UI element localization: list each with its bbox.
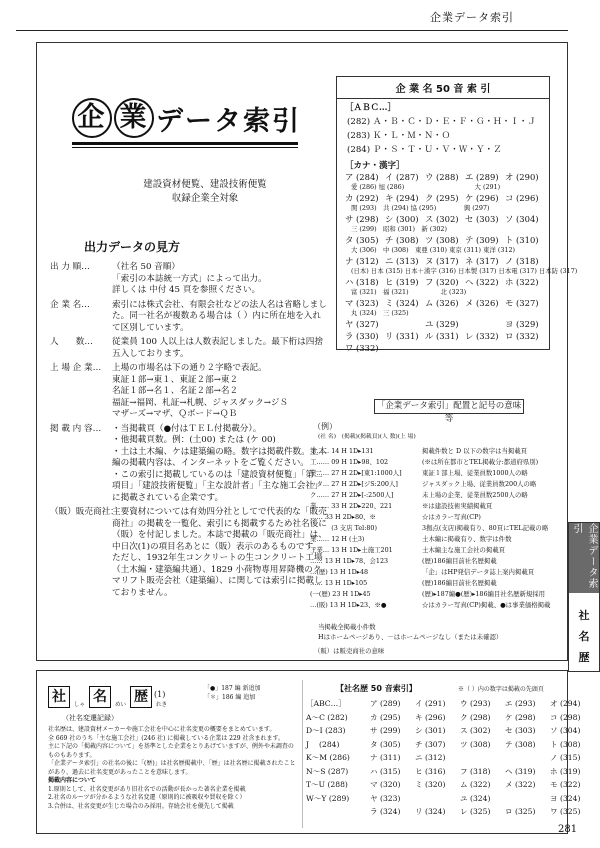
tab-char-1: 社 [578,609,590,622]
marks-example-label: （例） [313,422,337,431]
shamei-body-line: 掲載内容について [48,777,96,784]
shamei-kana-entry[interactable]: レ (325) [460,807,491,816]
kana-entry[interactable]: レ (332) [465,331,499,341]
kana-entry[interactable]: ア (284) [345,172,379,182]
mark-example-row: 業…… 12 H (土3) [310,535,365,543]
shamei-kana-entry[interactable]: ア (289) [370,699,401,708]
top-rule [16,30,568,31]
abc-line[interactable]: (282) Ａ・Ｂ・Ｃ・Ｄ・Ｅ・Ｆ・Ｇ・Ｈ・Ｉ・Ｊ [347,117,537,127]
mark-example-row: ク…… 27 H 2D▸[-:2500人] [310,491,394,499]
mark-description: 土木編に掲載有り、数字は件数 [422,535,512,543]
shamei-body-line: 3.合併は、社名変更が生じた場合のみ採用。存続会社を優先して掲載 [48,802,234,810]
index-heading: 企 業 名 50 音 索 引 [337,77,549,99]
kana-entry[interactable]: ユ (329) [425,319,459,329]
kana-entry[interactable]: ハ (318) [345,277,379,287]
shamei-kana-entry[interactable]: ノ (315) [550,753,581,762]
marks-column-heads: (社 名) (掲載)(掲載頁)(人 数)(上 場) [318,434,416,440]
running-head: 企業データ索引 [430,11,514,24]
mark-example-row: 工…… 09 H 1D▸98、102 [310,458,389,466]
shamei-kana-entry[interactable]: シ (301) [415,726,446,735]
kana-entry[interactable]: ネ (317) [465,256,499,266]
shamei-kana-entry[interactable]: ム (322) [460,780,491,789]
mark-example-row: (一(歴) 23 H 1D▸45 [310,590,371,598]
shamei-kana-grid [370,697,590,819]
kana-entry[interactable]: ラ (330) [345,331,379,341]
mark-description: (歴)▸187編●(歴)▸186編目社名歴新規採用 [422,590,546,598]
marks-rows [310,446,410,611]
shamei-kana-entry[interactable]: フ (318) [460,766,491,776]
tab-char-3: 歴 [578,651,590,664]
shamei-kana-entry[interactable]: ワ (325) [550,807,581,816]
kana-entry[interactable]: オ (290) [505,172,539,182]
title-circled-2: 業 [114,98,154,138]
mark-example-row: …(歴) 13 H 1D▸48 [310,568,369,576]
title-circled-1: 企 [72,98,112,138]
shamei-kana-entry[interactable]: ユ (324) [460,793,491,803]
kana-subentries: 丸 (324) 三 (325) [351,309,409,317]
definition-label: 企 業 名… [50,299,90,310]
shamei-mark-line: 「●」187 編 新追加 [204,685,261,692]
mark-description: ☆はカラー写真(CP) [422,513,481,521]
mark-example-row: 業…… 33 H 2D▸220、221 [310,502,393,510]
shamei-title [48,686,167,708]
kana-entry[interactable] [505,342,545,354]
definition-line: 索引には株式会社、有限会社などの法人名は省略しました。同一社名が複数ある場合は（ ）内に所在地を入れて区別しています。 [112,299,327,333]
mark-example-row: …… 13 H 1D▸105 [310,579,368,587]
shamei-kana-entry[interactable]: ク (298) [460,712,491,722]
shamei-char: 名 [89,686,111,708]
shamei-body-line: 2.社名のルーツが分かるような社名変遷（原則的に被吸収や買収を除く） [48,794,246,801]
definition-line: 詳しくは 中付 45 頁を参照ください。 [112,285,261,295]
subtitle-line: 収録企業全対象 [171,193,239,204]
shamei-body-line: 1.原則として、社名変更があり旧社名での活動が長かった著名企業を掲載 [48,785,246,793]
kana-entry[interactable]: ヨ (329) [505,319,539,329]
shamei-kana-entry[interactable]: ラ (324) [370,807,401,816]
kana-entry[interactable]: ソ (304) [505,214,539,224]
subtitle-line: 建設資材便覧、建設技術便覧 [143,179,267,190]
kana-entry[interactable]: チ (308) [385,235,419,245]
shamei-kana-entry[interactable]: サ (299) [370,726,401,735]
mark-description: ※は建設技術実績掲載頁 [422,502,493,510]
shamei-kana-entry[interactable] [415,792,460,806]
kana-entry[interactable]: マ (323) [345,298,379,308]
shamei-kana-row [370,778,590,792]
legend-line: 当掲載全掲載小件数 [318,623,376,631]
definition-body [112,300,328,335]
kana-entry[interactable] [385,318,425,330]
shamei-kana-entry[interactable] [505,751,550,765]
kana-row [345,234,545,246]
kana-entry[interactable]: ヌ (317) [425,256,459,266]
kana-entry[interactable]: シ (300) [385,214,419,224]
kana-entry[interactable]: ニ (313) [385,256,419,266]
definition-row [50,507,328,599]
kana-entry[interactable]: フ (320) [425,277,459,287]
mark-description: 掲載件数と D 以下の数字は当掲載頁 [422,447,528,455]
shamei-body-line: 全 669 社のうち「主な施工会社」(246 社) に掲載している企業は 229 社含まれます。 [48,734,285,742]
definition-line: 東証１部→東１、東証２部→東２ [112,374,239,385]
mark-description: 東証１部上場、従業員数1000人の略 [422,469,528,477]
mark-example-row: …… 13 H 1D▸78、会123 [310,557,389,565]
definition-label: 上 場 企 業… [50,363,102,373]
definition-body [112,363,328,421]
definition-body [112,507,328,599]
kana-grid [345,171,578,354]
kana-entry[interactable]: ミ (324) [385,298,419,308]
kana-entry[interactable]: ロ (332) [505,331,539,341]
kana-entry[interactable] [465,342,505,354]
shamei-abc-entry[interactable]: K～M (286) [306,753,350,762]
shamei-kana-entry[interactable]: ニ (312) [415,753,446,762]
title-rule-thin [72,147,298,148]
kana-entry[interactable]: サ (298) [345,214,379,224]
mark-example-row: …… 33 H 2D▸80、※ [310,513,376,521]
shamei-kana-entry[interactable]: ミ (320) [415,780,446,789]
definition-body [112,337,328,360]
shamei-index-note: ※（ ）内の数字は掲載の先頭頁 [458,686,544,693]
shamei-body-line: 社名歴は、建設資材メーカーや施工会社を中心に社名変更の概要をまとめています。 [48,726,276,733]
definition-row [50,424,328,505]
kana-label: ［カナ・漢字］ [345,161,405,171]
shamei-kana-entry[interactable]: ケ (298) [505,712,536,722]
marks-descriptions [422,446,562,611]
kana-entry[interactable]: セ (303) [465,214,499,224]
shamei-ruby: めい [115,702,127,708]
definition-line: ・当掲載頁（●付はＴＥＬ付掲載分）。 [112,423,262,434]
shamei-body-line: 「企業データ索引」の社名の後に「(歴)」は社名歴掲載中、「歴」は社名歴に掲載されたことがあり、過去に社名変更があったことを意味します。 [48,760,296,776]
kana-entry[interactable]: キ (294) [385,193,419,203]
shamei-marks [204,684,261,702]
kana-row [345,213,545,225]
shamei-kana-entry[interactable]: ス (302) [460,726,491,735]
mark-description: (※は所在都市とTEL掲載分:都道府県別) [422,458,539,466]
kana-entry[interactable]: ワ (332) [345,343,379,353]
shamei-abc-entry[interactable]: D～I (283) [306,726,346,735]
kana-entry[interactable]: イ (287) [385,172,419,182]
definition-line: 福証→福岡、札証→札幌、ジャスダック→ジＳ [112,397,289,408]
kana-entry[interactable]: ホ (322) [505,277,539,287]
shamei-kana-entry[interactable]: セ (303) [505,726,536,735]
kana-entry[interactable]: モ (327) [505,298,539,308]
definition-label: 掲 載 内 容… [50,423,102,434]
definition-line: ・この索引に掲載しているのは「建設資材便覧」「第二項目」「建設技術便覧」「主な設計者」「主な施工会社」に掲載されている企業です。 [112,469,323,503]
shamei-ruby: しゃ [74,702,86,708]
definition-label: （販）販売商社： [50,507,119,517]
definition-line: ・他掲載頁数。例：(土00) または (ケ 00) [112,435,276,445]
marks-foot: （販）は販売商社の意味 [314,647,385,655]
shamei-kana-entry[interactable]: モ (322) [550,780,581,789]
mark-description: 「企」はHP発信データ誌上案内掲載頁 [422,568,535,576]
definition-body [112,262,328,297]
shamei-kana-entry[interactable]: キ (296) [415,712,446,722]
shamei-mark-line: 「＊」186 編 追加 [204,694,256,701]
kana-entry[interactable]: ツ (308) [425,235,459,245]
shamei-kana-row [370,724,590,738]
kana-entry[interactable]: カ (292) [345,193,379,203]
subtitle [120,178,290,206]
shamei-kana-entry[interactable]: コ (298) [550,712,581,722]
kana-entry[interactable] [385,342,425,354]
shamei-kana-entry[interactable] [505,792,550,806]
kana-entry[interactable]: リ (331) [385,331,419,341]
kana-entry[interactable]: メ (326) [465,298,499,308]
shamei-kana-entry[interactable]: ロ (325) [505,807,536,816]
shamei-abc-col [306,697,366,805]
marks-heading: 「企業データ索引」配置と記号の意味等 [374,399,524,414]
mark-example-row: 工業… 13 H 1D▸土施工201 [310,546,393,554]
shamei-kana-entry[interactable]: テ (308) [505,739,536,749]
shamei-abc-entry[interactable]: J (284) [306,739,340,749]
shamei-kana-entry[interactable]: ト (308) [550,739,581,749]
shamei-kana-entry[interactable]: エ (293) [505,699,536,708]
kana-entry[interactable]: ト (310) [505,235,539,245]
definition-line: 「索引の本誌統一方式」によって出力。 [112,273,267,284]
shamei-kana-row [370,711,590,725]
mark-description: ☆はカラー写真(CP)掲載、●は事業価格掲載 [422,601,551,609]
mark-example-row: …(販) 13 H 1D▸23、※● [310,601,387,609]
definition-label: 人 数… [50,337,93,347]
abc-line[interactable]: (284) Ｐ・Ｓ・Ｔ・Ｕ・Ｖ・Ｗ・Ｙ・Ｚ [347,145,502,155]
kana-entry[interactable]: ノ (318) [505,256,539,266]
kana-entry[interactable]: ヘ (322) [465,277,499,287]
shamei-kana-entry[interactable]: マ (320) [370,780,401,789]
shamei-abc-entry[interactable]: N～S (287) [306,766,349,776]
shamei-kana-row [370,697,590,711]
shamei-kana-entry[interactable]: ホ (319) [550,766,581,776]
shamei-kana-entry[interactable]: リ (324) [415,807,446,816]
kana-row [345,276,545,288]
kana-entry[interactable]: タ (305) [345,235,379,245]
kana-entry[interactable]: ケ (296) [465,193,499,203]
kana-row [345,342,545,354]
definition-row [50,363,328,421]
definitions [50,262,328,602]
definition-label: 出 力 順… [50,262,90,272]
shamei-kana-row [370,738,590,752]
shamei-note: (1) [154,690,166,699]
definition-line: ・土は土木編、ケは建築編の略。数字は掲載件数。土木編の掲載内容は、インターネットをご覧ください。 [112,446,327,468]
kana-entry[interactable]: ウ (288) [425,172,459,182]
mark-description: ジャスダック上場、従業員数200人の略 [422,480,537,488]
definition-line: 従業員 100 人以上は人数表記しました。最下桁は四捨五入しております。 [112,337,323,359]
kana-entry[interactable]: ク (295) [425,193,459,203]
shamei-kana-entry[interactable]: ヤ (323) [370,793,401,803]
kana-entry[interactable]: テ (309) [465,235,499,245]
shamei-kana-entry[interactable]: オ (294) [550,699,581,708]
kana-subentries: (日本) 日本 (315) 日本＋漢字 (316) 日本製 (317) 日本電 (317) 日本防 (317) [351,267,578,275]
shamei-kana-entry[interactable]: ヨ (324) [550,793,581,803]
kana-row [345,330,545,342]
shamei-abc-entry[interactable]: ［ABC…］ [306,699,346,708]
mark-description: 土木編主な施工会社の掲載頁 [422,546,506,554]
kana-entry[interactable]: エ (289) [465,172,499,182]
shamei-kana-entry[interactable]: ヘ (319) [505,766,536,776]
definition-row [50,262,328,297]
kana-entry[interactable] [425,342,465,354]
kana-subentries: 関 (293) 共 (294) 協 (295) 興 (297) [351,204,490,212]
kana-entry[interactable]: ル (331) [425,331,459,341]
company-index-box [336,76,578,353]
mark-example-row: 第…… 14 H 1D▸131 [310,447,374,455]
title-rest: データ索引 [156,105,301,137]
shamei-kana-entry[interactable]: ソ (304) [550,726,581,735]
page-title [72,96,301,140]
shamei-kana-entry[interactable] [460,751,505,765]
shamei-char: 歴 [130,686,152,708]
kana-entry[interactable]: ス (302) [425,214,459,224]
shamei-kana-entry[interactable]: ツ (308) [460,739,491,749]
title-rule [72,142,298,145]
shamei-kana-entry[interactable]: メ (322) [505,780,536,789]
kana-row [345,318,545,330]
shamei-body-line: 主に下記の「掲載内容について」を基準とした企業をとりあげていますが、例外や未調査のものもあります。 [48,743,294,759]
kana-subentries: 三 (299) 昭和 (301) 新 (302) [351,225,447,233]
definition-line: 上場の市場名は下の通り２字略で表記。 [112,363,267,373]
shamei-kana-row [370,805,590,819]
shamei-kana-entry[interactable]: チ (307) [415,739,446,749]
shamei-kana-entry[interactable]: タ (305) [370,739,401,749]
shamei-abc-entry[interactable]: W～Y (289) [306,793,350,803]
mark-example-row: 業…… 27 H 2D▸[東1:1000人] [310,469,402,477]
shamei-abc-entry[interactable]: T～U (288) [306,780,348,789]
definition-body [112,424,328,505]
shamei-kana-row [370,792,590,806]
definition-line: （社名 50 音順） [112,262,180,272]
tab-label: 企業データ索引 [569,523,599,593]
definition-line: 名証１部→名１、名証２部→名２ [112,386,239,396]
definition-line: 主要資材については有効四分社としてで代表的な「販売商社」の掲載を一覧化、索引にも掲載するため社名後に（販）を付記しました。本誌で掲載の「販売商社」は、中日次(1)の項目名あとに（販）表示のあるものです。ただし、1932年生コンクリートの生コンクリート工場（土木編・建築編共通）、1829 小荷物専用昇降機のクマリフト販売会社（建築編）、に関しては索引に掲載しておりません。 [112,507,327,598]
shamei-body [48,726,298,811]
kana-entry[interactable]: ム (326) [425,298,459,308]
tab-char-2: 名 [578,630,590,643]
side-tab[interactable] [568,522,600,672]
definition-line: マザーズ→マザ、Ｑボード→ＱＢ [112,409,238,419]
marks-legend [318,622,508,642]
kana-row [345,171,545,183]
kana-row [345,192,545,204]
shamei-ruby: れき [156,702,168,708]
shamei-abc-entry[interactable]: A～C (282) [306,712,348,722]
kana-entry[interactable]: ヤ (327) [345,319,379,329]
mark-description: (歴)186編目前社名歴掲載 [422,579,497,587]
abc-line[interactable]: (283) Ｋ・Ｌ・Ｍ・Ｎ・Ｏ [347,131,451,141]
shamei-kana-entry[interactable]: イ (291) [415,699,446,708]
mark-description: 3拠点(支店)掲載有り、80頁にTEL記載の略 [422,524,549,532]
mark-description: 未上場の企業、従業員数2500人の略 [422,491,528,499]
shamei-kana-entry[interactable]: カ (295) [370,712,401,722]
shamei-subtitle: （社名変遷記録） [62,714,118,722]
shamei-kana-entry[interactable]: ヒ (316) [415,766,446,776]
mark-example-row: (3 支店 Tel:80) [310,524,377,532]
kana-subentries: 大 (306) 中 (308) 東亜 (310) 東京 (311) 東洋 (312) [351,246,516,254]
mark-description: (歴)186編目前社名歴掲載 [422,557,497,565]
definition-row [50,300,328,335]
mark-example-row: ッタ… 27 H 2D▸[ジS:200人] [310,480,398,488]
shamei-index-heading: 【社名歴 50 音索引】 [336,684,417,693]
shamei-kana-row [370,765,590,779]
kana-entry[interactable]: コ (296) [505,193,539,203]
shamei-kana-entry[interactable]: ハ (315) [370,766,401,776]
kana-subentries: 愛 (286) 旭 (286) 大 (291) [351,183,501,191]
kana-row [345,255,545,267]
shamei-kana-row [370,751,590,765]
kana-entry[interactable] [465,318,505,330]
definition-row [50,337,328,360]
shamei-kana-entry[interactable]: ナ (311) [370,753,401,762]
section-heading: 出力データの見方 [84,240,181,254]
shamei-char: 社 [48,686,70,708]
legend-line: Hはホームページあり、－はホームページなし（または未確認） [318,633,503,641]
divider [302,680,303,828]
kana-entry[interactable]: ナ (312) [345,256,379,266]
abc-label: ［ＡＢＣ…］ [345,103,397,113]
shamei-kana-entry[interactable]: ウ (293) [460,699,491,708]
kana-subentries: 富 (321) 福 (321) 北 (323) [351,288,467,296]
kana-row [345,297,545,309]
kana-entry[interactable]: ヒ (319) [385,277,419,287]
page-number: 281 [558,824,578,835]
